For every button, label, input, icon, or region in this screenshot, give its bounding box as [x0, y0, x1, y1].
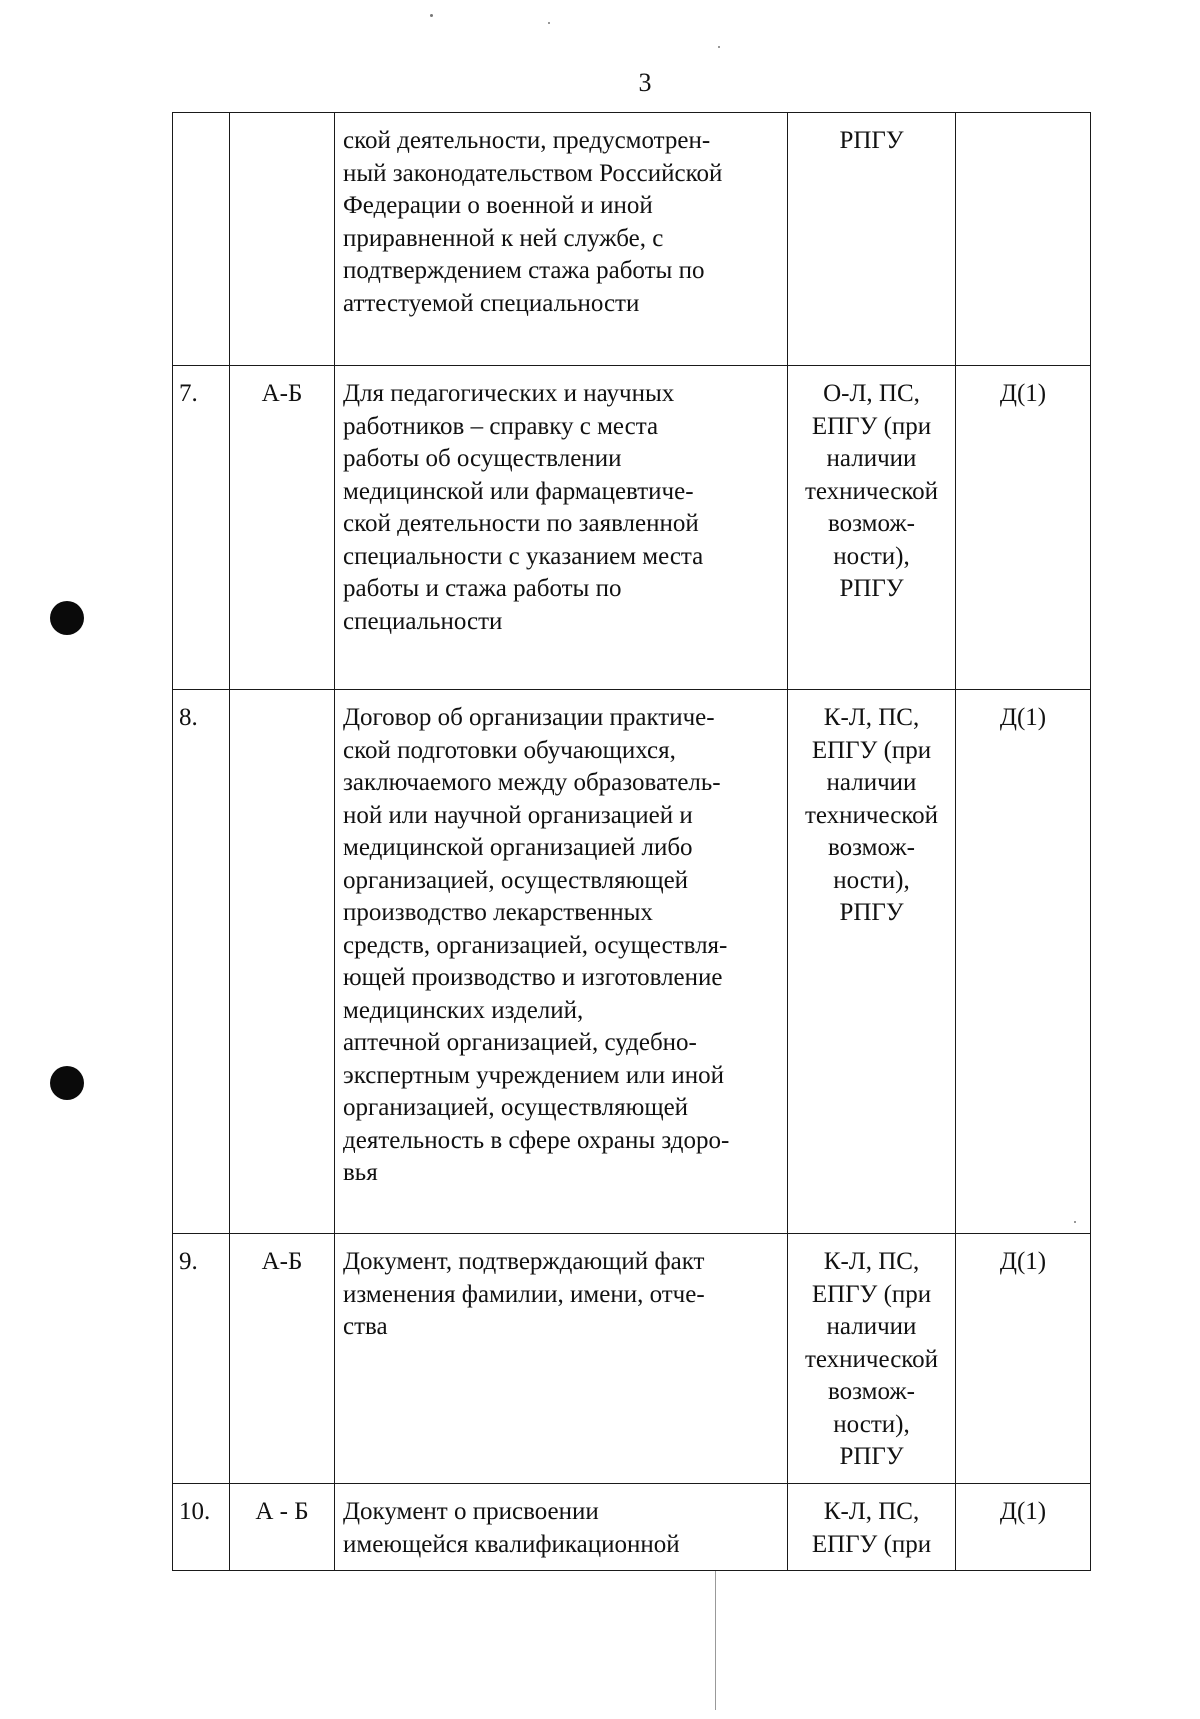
applicant-category: А - Б [230, 1484, 335, 1571]
submission-method: О-Л, ПС, ЕПГУ (при наличии технической возмож- ности), РПГУ [804, 380, 939, 602]
punch-hole-upper [50, 601, 84, 635]
row-number: 7. [173, 366, 230, 690]
scan-artifact [718, 46, 720, 48]
scan-artifact [715, 1570, 716, 1710]
applicant-category: А-Б [230, 366, 335, 690]
document-description: ской деятельности, предусмотрен- ный законодательством Российской Федерации о военной и иной приравненной к ней службе, с подтверждением стажа работы по аттестуемой специальности [343, 127, 723, 317]
table-row [173, 1234, 1091, 1484]
submission-method: К-Л, ПС, ЕПГУ (при наличии технической возмож- ности), РПГУ [804, 1248, 939, 1470]
scan-artifact [430, 14, 433, 17]
row-number [173, 113, 230, 366]
table-row [173, 690, 1091, 1234]
page-number: 3 [638, 68, 652, 97]
document-description: Документ, подтверждающий факт изменения фамилии, имени, отче- ства [343, 1248, 705, 1340]
table-row [173, 1484, 1091, 1571]
document-requirement: Д(1) [956, 1234, 1091, 1484]
submission-method: К-Л, ПС, ЕПГУ (при наличии технической возмож- ности), РПГУ [804, 704, 939, 926]
document-requirement [956, 113, 1091, 366]
document-description: Документ о присвоении имеющейся квалификационной [343, 1498, 680, 1558]
document-requirement: Д(1) [956, 1484, 1091, 1571]
punch-hole-lower [50, 1066, 84, 1100]
applicant-category [230, 690, 335, 1234]
row-number: 10. [173, 1484, 230, 1571]
document-description: Договор об организации практиче- ской подготовки обучающихся, заключаемого между образователь- ной или научной организацией и медицинской организацией либо организацией, осуществляющей производство лекарственных средств, организацией, осуществля- ющей производство и изготовление медицинских изделий, аптечной организацией, судебно- экспертным учреждением или иной организацией, осуществляющей деятельность в сфере охраны здоро- вья [343, 704, 730, 1186]
applicant-category: А-Б [230, 1234, 335, 1484]
documents-table [172, 112, 1091, 1571]
document-requirement: Д(1) [956, 690, 1091, 1234]
submission-method: РПГУ [839, 127, 904, 154]
submission-method: К-Л, ПС, ЕПГУ (при [811, 1498, 932, 1558]
table-row [173, 366, 1091, 690]
row-number: 9. [173, 1234, 230, 1484]
scan-artifact [548, 22, 550, 24]
document-requirement: Д(1) [956, 366, 1091, 690]
document-description: Для педагогических и научных работников – справку с места работы об осуществлении медицинской или фармацевтиче- ской деятельности по заявленной специальности с указанием места работы и стажа работы по специальности [343, 380, 704, 635]
row-number: 8. [173, 690, 230, 1234]
applicant-category [230, 113, 335, 366]
table-row [173, 113, 1091, 366]
